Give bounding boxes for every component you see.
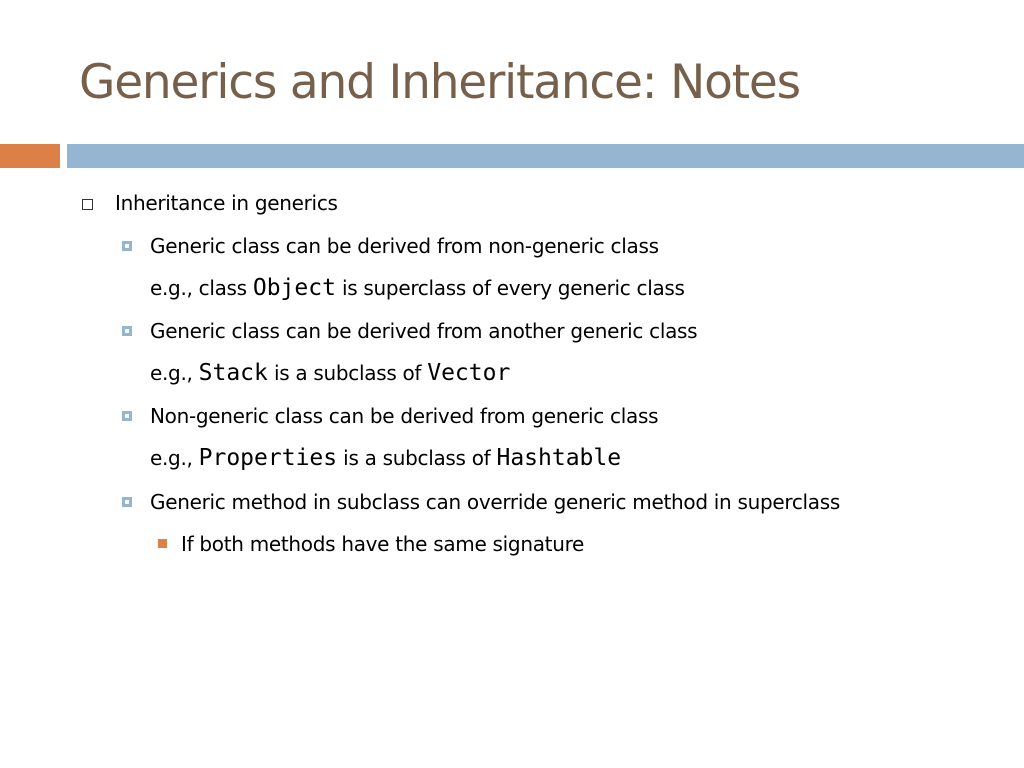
hollow-square-bullet-icon [82,199,93,210]
code-term: Stack [198,360,268,386]
example-prefix: e.g., [150,446,199,470]
example-prefix: e.g., class [150,276,253,300]
example-prefix: e.g., [150,361,199,385]
code-term: Vector [427,360,511,386]
bullet-level2: Generic class can be derived from another generic class [150,319,698,343]
filled-square-bullet-icon [158,539,167,548]
square-bullet-icon [122,411,132,421]
bullet-level1: Inheritance in generics [115,191,338,215]
bullet-level2: Generic class can be derived from non-generic class [150,234,659,258]
square-bullet-icon [122,497,132,507]
code-term: Object [252,275,336,301]
bullet-level3: If both methods have the same signature [181,532,585,556]
example-text: is a subclass of [337,446,497,470]
example-text: is superclass of every generic class [335,276,685,300]
slide-title: Generics and Inheritance: Notes [79,55,800,110]
code-term: Properties [198,445,338,471]
square-bullet-icon [122,241,132,251]
bullet-level2: Generic method in subclass can override generic method in superclass [150,490,840,514]
square-bullet-icon [122,326,132,336]
example-text: is a subclass of [267,361,428,385]
example-line [150,444,621,472]
example-line [150,359,510,387]
code-term: Hashtable [496,445,622,471]
example-line [150,274,685,302]
bullet-level2: Non-generic class can be derived from generic class [150,404,659,428]
